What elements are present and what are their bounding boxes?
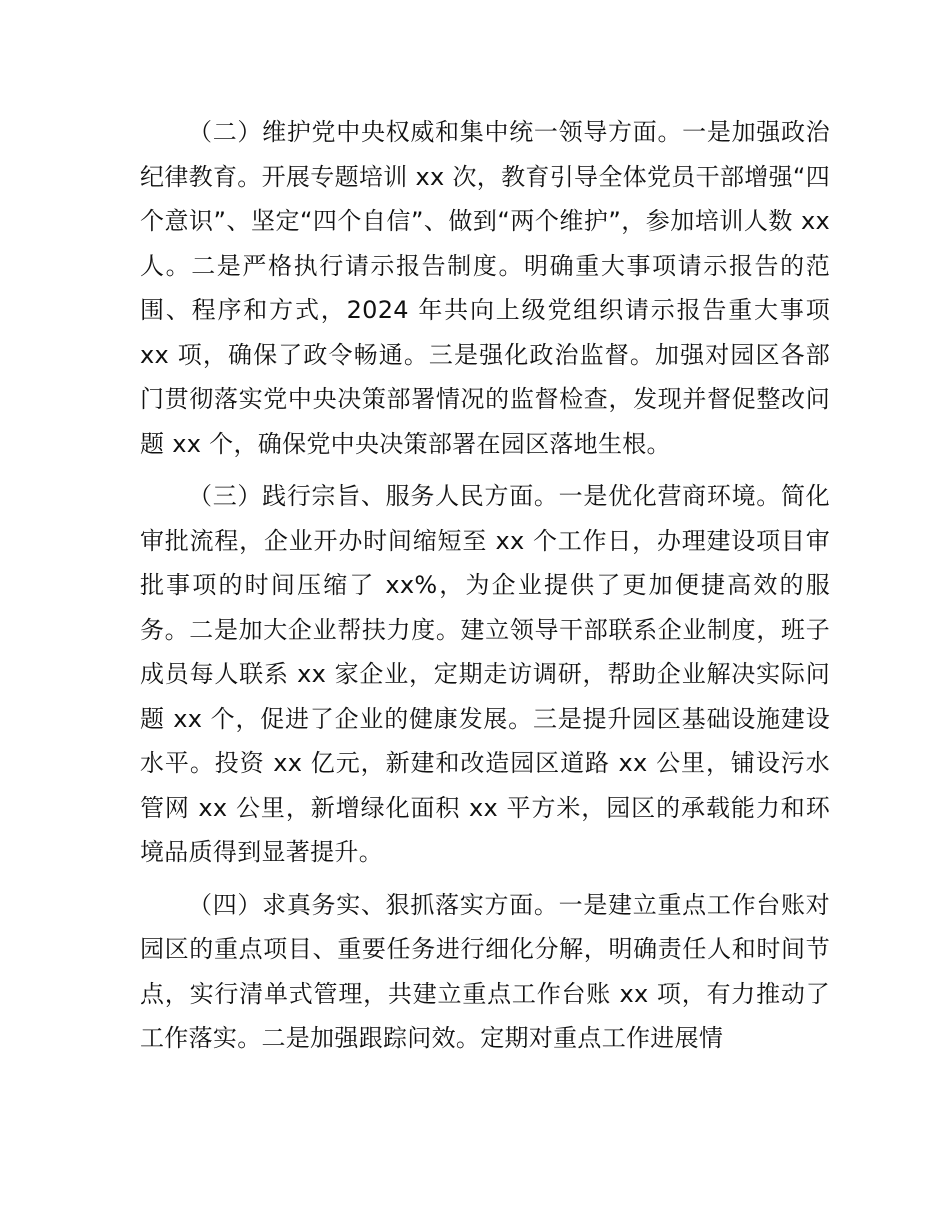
paragraph-section-2: （二）维护党中央权威和集中统一领导方面。一是加强政治纪律教育。开展专题培训 xx 次，教育引导全体党员干部增强“四个意识”、坚定“四个自信”、做到“两个维护”，参加培训人数 xx 人。二是严格执行请示报告制度。明确重大事项请示报告的范围、程序和方式，2024 年共向上级党组织请示报告重大事项 xx 项，确保了政令畅通。三是强化政治监督。加强对园区各部门贯彻落实党中央决策部署情况的监督检查，发现并督促整改问题 xx 个，确保党中央决策部署在园区落地生根。 (140, 118, 830, 458)
document-body (140, 110, 830, 1061)
paragraph-section-3: （三）践行宗旨、服务人民方面。一是优化营商环境。简化审批流程，企业开办时间缩短至 xx 个工作日，办理建设项目审批事项的时间压缩了 xx%，为企业提供了更加便捷高效的服务。二是加大企业帮扶力度。建立领导干部联系企业制度，班子成员每人联系 xx 家企业，定期走访调研，帮助企业解决实际问题 xx 个，促进了企业的健康发展。三是提升园区基础设施建设水平。投资 xx 亿元，新建和改造园区道路 xx 公里，铺设污水管网 xx 公里，新增绿化面积 xx 平方米，园区的承载能力和环境品质得到显著提升。 (140, 482, 830, 866)
paragraph-section-4: （四）求真务实、狠抓落实方面。一是建立重点工作台账对园区的重点项目、重要任务进行细化分解，明确责任人和时间节点，实行清单式管理，共建立重点工作台账 xx 项，有力推动了工作落实。二是加强跟踪问效。定期对重点工作进展情 (140, 890, 830, 1052)
